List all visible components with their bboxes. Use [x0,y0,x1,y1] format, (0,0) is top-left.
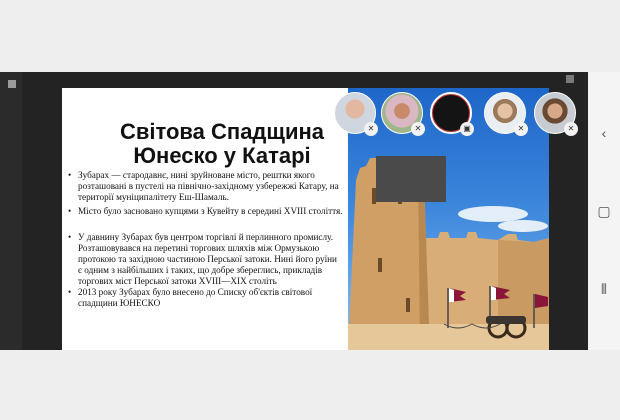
slide-title [92,120,352,168]
slide-title-line-2: Юнеско у Катарі [133,143,311,168]
left-panel [0,72,22,350]
participant-strip [326,92,588,136]
home-icon[interactable]: ▢ [597,203,611,219]
redacted-box [376,156,446,202]
bullet-item: • Місто було засновано купцями з Кувейту в середині XVIII століття. [68,206,343,217]
slide-bullets [68,170,343,309]
video-icon: ▣ [460,122,474,136]
bullet-item: • У давнину Зубарах був центром торгівлі й перлинного промислу. Розташовувався на перетині торгових шляхів між Ормузькою протокою та західною частиною Перської затоки. Нині його руїни є одним з найбільших і таких, що добре збереглись, прикладів торгових міст Перської затоки XVIII—XIX століть [68,232,343,287]
participant-tile[interactable] [534,92,576,134]
slide-title-line-1: Світова Спадщина [119,119,324,144]
navigation-bar [588,72,620,350]
status-area [0,0,620,72]
participant-tile[interactable] [381,92,423,134]
mic-off-icon: ✕ [514,122,528,136]
bullet-item: • 2013 року Зубарах було внесено до Списку об'єктів світової спадщини ЮНЕСКО [68,287,343,309]
participant-tile-active[interactable] [430,92,472,134]
recents-icon[interactable]: ⦀ [600,281,608,297]
bottom-area [0,350,620,420]
bullet-item: • Зубарах — стародавнє, нині зруйноване місто, рештки якого розташовані в пустелі на північно-західному узбережжі Катару, на території муніципалітету Еш-Шамаль. [68,170,343,203]
participant-tile[interactable] [334,92,376,134]
mic-off-icon: ✕ [564,122,578,136]
battery-icon [566,75,574,83]
back-chevron-icon[interactable]: ‹ [601,125,607,141]
participant-tile[interactable] [484,92,526,134]
mic-off-icon: ✕ [411,122,425,136]
panel-indicator [8,80,16,88]
mic-off-icon: ✕ [364,122,378,136]
